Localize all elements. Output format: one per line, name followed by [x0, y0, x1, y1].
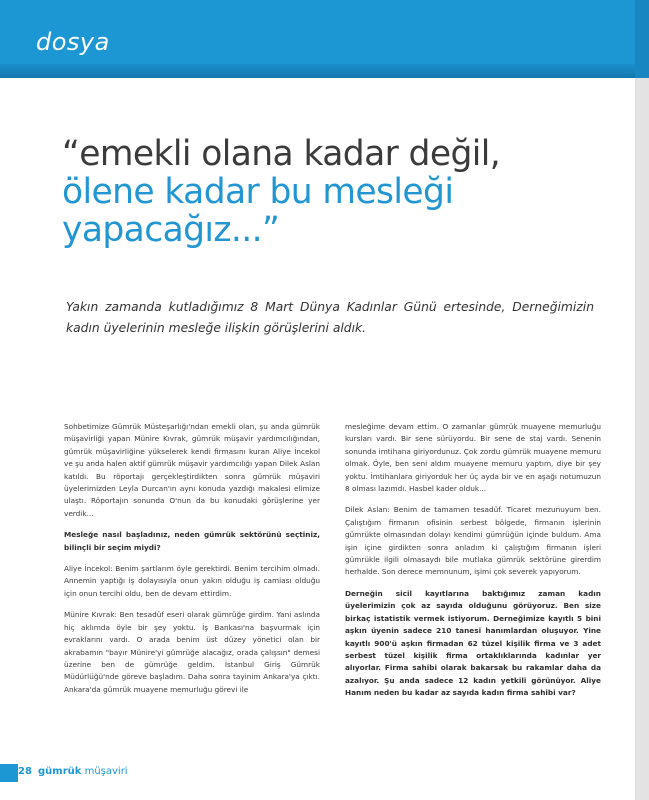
- page-number: 28: [18, 766, 32, 777]
- article-paragraph: Sohbetimize Gümrük Müsteşarlığı'ndan emekli olan, şu anda gümrük müşavirliği yapan Münire Kıvrak, gümrük müşavir yardımcılığından, gümrük müşavirliğine yükselerek kendi firmasını kuran Aliye İncekol ve şu anda halen aktif gümrük müşavir yardımcılığı yapan Dilek Aslan katıldı. Bu röportajı gerçekleştirdikten sonra gümrük müşaviri üyelerimizden Leyla Durcan'ın aynı konuda yazdığı makalesi elimize ulaştı. Röportajın sonunda O'nun da bu konudaki görüşlerine yer verdik...: [64, 422, 320, 518]
- article-column-left: [64, 421, 320, 705]
- article-column-right: [345, 421, 601, 709]
- section-label: dosya: [36, 28, 110, 56]
- article-paragraph: mesleğime devam ettim. O zamanlar gümrük muayene memurluğu kursları vardı. Bir sene sürüyordu. Bir sene de staj vardı. Senenin sonunda imtihana giriyordunuz. Çok zordu gümrük muayene memuru olmak. Öyle, ben seni aldım muayene memuru yaptım, diye bir şey yoktu. İmtihanlara giriyorduk her üç ayda bir ve en aşağı notumuzun 8 olması lazımdı. Hasbel kader olduk...: [345, 422, 601, 494]
- article-paragraph: Aliye İncekol: Benim şartlarım öyle gerektirdi. Benim tercihim olmadı. Annemin yaptığı iş dolayısıyla onun yakın olduğu iş camiası olduğu için onun tercihi oldu, ben de devam ettirdim.: [64, 564, 320, 598]
- interview-question: Derneğin sicil kayıtlarına baktığımız zaman kadın üyelerimizin çok az sayıda olduğunu görüyoruz. Ben size birkaç istatistik vermek istiyorum. Derneğimize kayıtlı 5 bini aşkın üyenin sadece 210 tanesi hanımlardan oluşuyor. Yine kayıtlı 900'ü aşkın firmadan 62 tüzel kişilik firma ve 3 adet serbest tüzel kişilik firma ortaklıklarında kadınlar yer alıyorlar. Firma sahibi olarak bakarsak bu rakamlar daha da azalıyor. Şu anda sadece 12 kadın yetkili görünüyor. Aliye Hanım neden bu kadar az sayıda kadın firma sahibi var?: [345, 588, 601, 698]
- article-paragraph: Dilek Aslan: Benim de tamamen tesadüf. Ticaret mezunuyum ben. Çalıştığım firmanın ofisinin serbest bölgede, firmanın işlerinin gümrükte olmasından dolayı kendimi gümrüğün içinde buldum. Ama işin içine girdikten sonra anladım ki çalıştığım firmanın işleri gümrükle ilgili olmasaydı bile mutlaka gümrük sektörüne girerdim herhalde. Son derece memnunum, işimi çok severek yapıyorum.: [345, 505, 601, 577]
- interview-question: Mesleğe nasıl başladınız, neden gümrük sektörünü seçtiniz, bilinçli bir seçim miydi?: [64, 530, 320, 552]
- brand-bold: gümrük: [38, 766, 82, 777]
- headline-line-1: “emekli olana kadar değil,: [62, 134, 501, 174]
- article-headline: [62, 135, 582, 249]
- article-paragraph: Münire Kıvrak: Ben tesadüf eseri olarak gümrüğe girdim. Yani aslında hiç aklımda öyle bir şey yoktu. İş Bankası'na başvurmak için evraklarını vardı. O arada benim üst düzey yönetici olan bir akrabamın "bayır Münire'yi gümrüğe alacağız, orada çalışsın" demesi üzerine ben de gümrüğe geldim. İstanbul Giriş Gümrük Müdürlüğü'nde göreve başladım. Daha sonra tayinim Ankara'ya çıktı. Ankara'da gümrük muayene memurluğu görevi ile: [64, 610, 320, 694]
- headline-line-2: ölene kadar bu mesleği: [62, 172, 454, 212]
- headline-line-3: yapacağız...”: [62, 210, 280, 250]
- header-shade: [0, 64, 649, 78]
- page-edge-header-strip: [635, 0, 649, 78]
- brand-rest: müşaviri: [81, 766, 128, 777]
- article-lead: Yakın zamanda kutladığımız 8 Mart Dünya Kadınlar Günü ertesinde, Derneğimizin kadın üyelerinin mesleğe ilişkin görüşlerini aldık.: [66, 300, 594, 335]
- page-edge-strip: [635, 0, 649, 800]
- magazine-brand: [38, 766, 128, 777]
- footer-page-marker: [0, 764, 18, 782]
